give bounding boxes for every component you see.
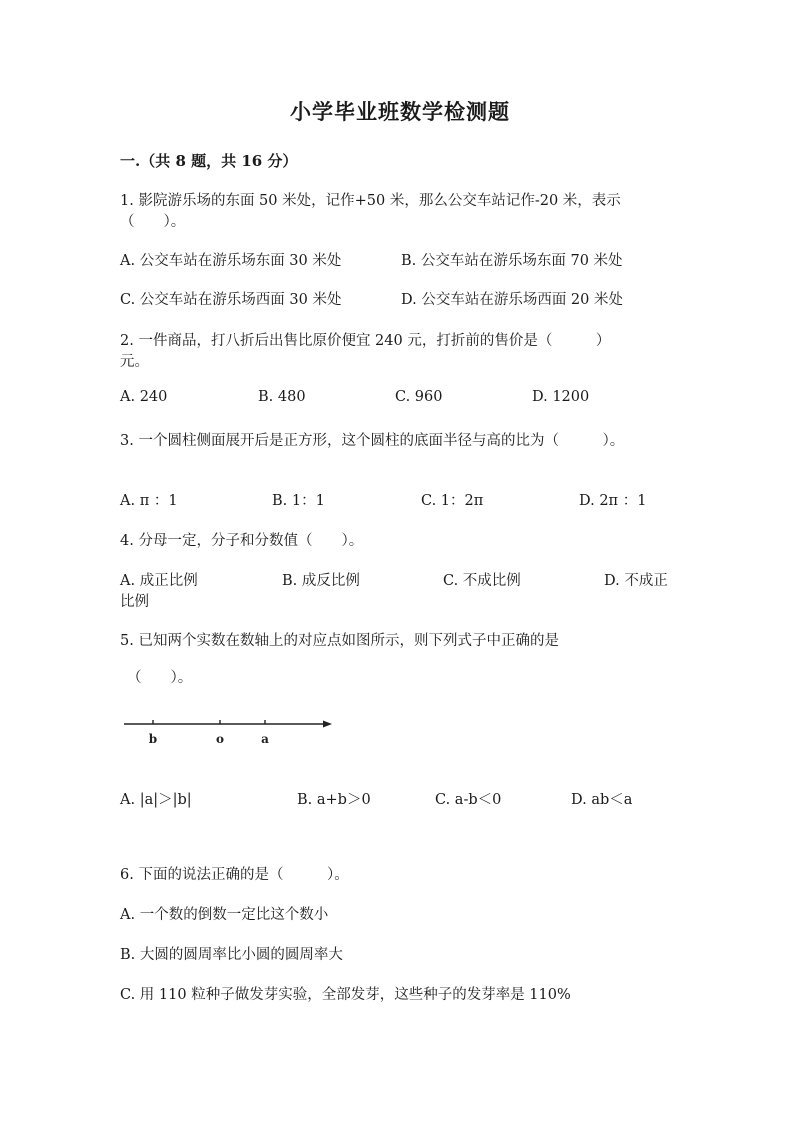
q3-option-b: B. 1：1 (272, 493, 325, 509)
q3-option-a: A. π ：1 (120, 493, 178, 509)
q4-option-c: C. 不成比例 (443, 573, 521, 589)
q6-option-b: B. 大圆的圆周率比小圆的圆周率大 (120, 947, 343, 963)
q3-stem: 3. 一个圆柱侧面展开后是正方形，这个圆柱的底面半径与高的比为（ ）。 (120, 433, 625, 449)
section-heading: 一.（共 8 题，共 16 分） (120, 152, 298, 170)
number-line-arrow-icon (323, 721, 332, 728)
q2-option-d: D. 1200 (532, 389, 590, 405)
q1-option-a: A. 公交车站在游乐场东面 30 米处 (120, 253, 342, 269)
q2-option-a: A. 240 (120, 389, 168, 405)
q4-stem: 4. 分母一定，分子和分数值（ ）。 (120, 533, 364, 549)
q2-option-b: B. 480 (258, 389, 306, 405)
number-line-label-o: o (215, 732, 225, 746)
q6-option-a: A. 一个数的倒数一定比这个数小 (120, 907, 329, 923)
q5-option-c: C. a-b＜0 (435, 792, 502, 808)
q4-option-d-wrap: 比例 (120, 594, 149, 610)
q4-option-a: A. 成正比例 (120, 573, 198, 589)
q4-option-b: B. 成反比例 (282, 573, 360, 589)
q4-option-d: D. 不成正 (604, 573, 668, 589)
q1-option-d: D. 公交车站在游乐场西面 20 米处 (401, 292, 623, 308)
q3-option-c: C. 1：2π (421, 493, 484, 509)
q3-option-d: D. 2π ：1 (579, 493, 647, 509)
q2-stem-line2: 元。 (120, 354, 149, 370)
number-line-label-b: b (148, 732, 158, 746)
q1-stem-line1: 1. 影院游乐场的东面 50 米处，记作+50 米，那么公交车站记作-20 米，表示 (120, 193, 621, 209)
q5-stem-line2: （ ）。 (127, 670, 193, 686)
number-line-figure (120, 712, 335, 748)
q5-stem-line1: 5. 已知两个实数在数轴上的对应点如图所示，则下列式子中正确的是 (120, 633, 559, 649)
q2-stem-line1: 2. 一件商品，打八折后出售比原价便宜 240 元，打折前的售价是（ ） (120, 333, 611, 349)
page-title: 小学毕业班数学检测题 (290, 99, 510, 124)
q5-option-a: A. |a|＞|b| (120, 792, 192, 808)
q5-option-d: D. ab＜a (571, 792, 633, 808)
number-line-label-a: a (261, 732, 269, 746)
q5-option-b: B. a+b＞0 (297, 792, 371, 808)
q1-option-b: B. 公交车站在游乐场东面 70 米处 (401, 253, 623, 269)
q1-option-c: C. 公交车站在游乐场西面 30 米处 (120, 292, 342, 308)
q1-stem-line2: （ ）。 (120, 214, 186, 230)
q2-option-c: C. 960 (395, 389, 443, 405)
q6-stem: 6. 下面的说法正确的是（ ）。 (120, 867, 349, 883)
q6-option-c: C. 用 110 粒种子做发芽实验，全部发芽，这些种子的发芽率是 110% (120, 987, 571, 1003)
